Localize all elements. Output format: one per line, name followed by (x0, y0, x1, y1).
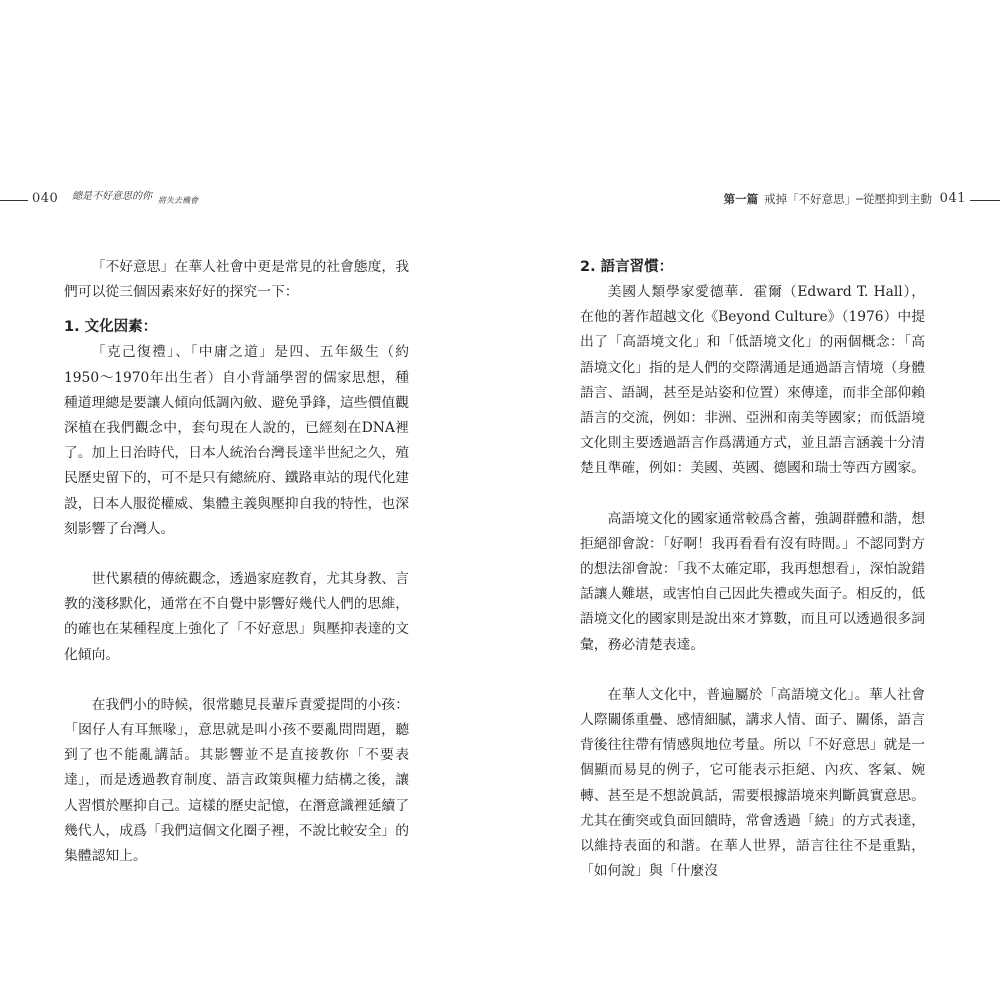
running-title (72, 187, 198, 205)
left-header-rule (0, 200, 28, 201)
running-title-main: 總是不好意思的你 (72, 191, 152, 202)
section1-heading: 1. 文化因素： (64, 319, 158, 336)
intro-paragraph: 「不好意思」在華人社會中更是常見的社會態度，我們可以從三個因素來好好的探究一下： (64, 259, 409, 301)
left-paragraph-1: 「克己復禮」、「中庸之道」是四、五年級生（約1950～1970年出生者）自小背誦學習的儒家思想，種種道理總是要讓人傾向低調內斂、避免爭鋒，這些價值觀深植在我們觀念中，套句現在人說的，已經刻在DNA裡了。加上日治時代，日本人統治台灣長達半世紀之久，殖民歷史留下的，可不是只有總統府、鐵路車站的現代化建設，日本人服從權威、集體主義與壓抑自我的特性，也深刻影響了台灣人。 (64, 344, 409, 537)
right-body-text (580, 254, 925, 884)
right-paragraph-1: 美國人類學家愛德華．霍爾（Edward T. Hall），在他的著作超越文化《Beyond Culture》（1976）中提出了「高語境文化」和「低語境文化」的兩個概念：「高語境文化」指的是人們的交際溝通是通過語言情境（身體語言、語調，甚至是站姿和位置）來傳達，而非全部仰賴語言的交流，例如：非洲、亞洲和南美等國家；而低語境文化則主要透過語言作爲溝通方式，並且語言涵義十分清楚且準確，例如：美國、英國、德國和瑞士等西方國家。 (580, 284, 925, 477)
left-paragraph-2: 世代累積的傳統觀念，透過家庭教育，尤其身教、言教的淺移默化，通常在不自覺中影響好幾代人們的思維，的確也在某種程度上強化了「不好意思」與壓抑表達的文化傾向。 (64, 571, 409, 663)
right-paragraph-2: 高語境文化的國家通常較爲含蓄，強調群體和諧，想拒絕卻會說：「好啊！我再看看有沒有時間。」不認同對方的想法卻會說：「我不太確定耶，我再想想看」，深怕說錯話讓人難堪，或害怕自己因此失禮或失面子。相反的，低語境文化的國家則是說出來才算數，而且可以透過很多詞彙，務必清楚表達。 (580, 510, 925, 653)
chapter-title: 戒掉「不好意思」─從壓抑到主動 (764, 192, 932, 206)
right-header-rule (970, 200, 1000, 201)
chapter-header (724, 191, 932, 207)
left-paragraph-3: 在我們小的時候，很常聽見長輩斥責愛提問的小孩：「囡仔人有耳無喙」，意思就是叫小孩不要亂問問題，聽到了也不能亂講話。其影響並不是直接教你「不要表達」，而是透過教育制度、語言政策與權力結構之後，讓人習慣於壓抑自己。這樣的歷史記憶，在潛意識裡延續了幾代人，成爲「我們這個文化圈子裡，不說比較安全」的集體認知上。 (64, 696, 409, 865)
right-paragraph-3: 在華人文化中，普遍屬於「高語境文化」。華人社會人際關係重疊、感情細膩，講求人情、面子、關係，語言背後往往帶有情感與地位考量。所以「不好意思」就是一個顯而易見的例子，它可能表示拒絕、內疚、客氣、婉轉、甚至是不想說眞話，需要根據語境來判斷眞實意思。尤其在衝突或負面回饋時，常會透過「繞」的方式表達，以維持表面的和諧。在華人世界，語言往往不是重點，「如何說」與「什麼沒 (580, 686, 925, 880)
left-body-text (64, 255, 409, 869)
section2-heading: 2. 語言習慣： (580, 259, 674, 275)
chapter-label: 第一篇 (723, 192, 759, 206)
right-page (500, 0, 1000, 1000)
right-page-number: 041 (939, 191, 966, 206)
running-title-sub: 將失去機會 (158, 196, 198, 205)
left-page-number: 040 (32, 191, 59, 206)
